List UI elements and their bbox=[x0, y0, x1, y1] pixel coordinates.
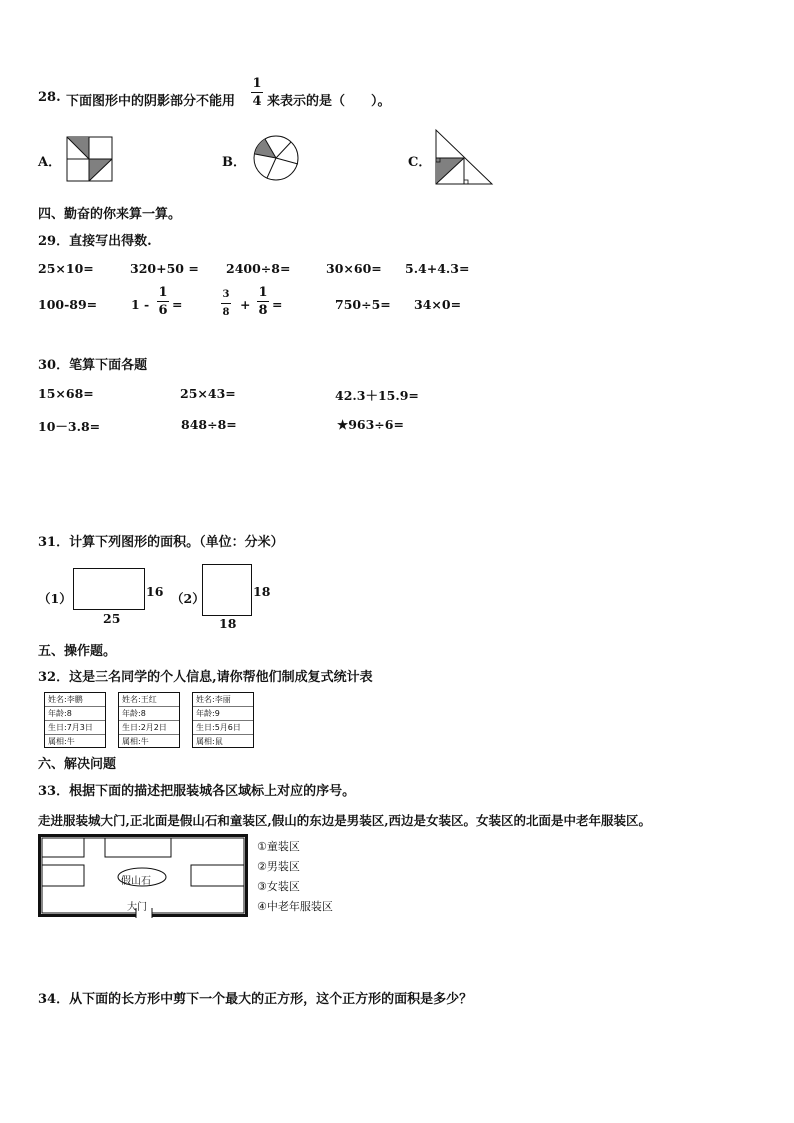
legend-item: ④中老年服装区 bbox=[257, 900, 333, 913]
card-age: 年龄:8 bbox=[45, 707, 105, 721]
section-6-heading: 六、解决问题 bbox=[38, 757, 117, 772]
q29-fraction bbox=[257, 285, 269, 318]
card-name: 姓名:李丽 bbox=[193, 693, 253, 707]
q28-option-c-figure bbox=[434, 128, 494, 186]
q31-title: 31．计算下列图形的面积。（单位：分米） bbox=[38, 535, 284, 550]
q29-item: 100-89= bbox=[38, 297, 98, 312]
q29-fraction bbox=[221, 287, 231, 320]
info-card bbox=[44, 692, 106, 748]
legend-item: ③女装区 bbox=[257, 880, 300, 893]
q29-plus: + bbox=[240, 297, 251, 312]
map-zone-northwest bbox=[42, 838, 84, 857]
q31-fig1-width: 25 bbox=[103, 611, 121, 626]
q30-item: 10－3.8= bbox=[38, 419, 101, 434]
q29-item: 5.4+4.3= bbox=[405, 261, 470, 276]
q28-text-after: 来表示的是（ ）。 bbox=[267, 94, 391, 109]
map-zone-east bbox=[191, 865, 244, 886]
q33-description: 走进服装城大门,正北面是假山石和童装区,假山的东边是男装区,西边是女装区。女装区的北面是中老年服装区。 bbox=[38, 813, 652, 828]
q32-title: 32．这是三名同学的个人信息,请你帮他们制成复式统计表 bbox=[38, 670, 373, 685]
q30-item: 15×68= bbox=[38, 386, 94, 401]
card-birthday: 生日:5月6日 bbox=[193, 721, 253, 735]
q34-title: 34．从下面的长方形中剪下一个最大的正方形，这个正方形的面积是多少？ bbox=[38, 992, 473, 1007]
q29-item: 25×10= bbox=[38, 261, 94, 276]
frac-num: 1 bbox=[258, 285, 268, 300]
q29-item: 2400÷8= bbox=[226, 261, 291, 276]
q29-title: 29．直接写出得数. bbox=[38, 234, 152, 249]
q31-fig2-label: （2） bbox=[171, 591, 205, 606]
q30-item: 42.3＋15.9= bbox=[335, 388, 419, 403]
q28-option-c-label: C． bbox=[408, 155, 432, 170]
map-gate-label: 大门 bbox=[127, 902, 147, 913]
q29-item: 34×0= bbox=[414, 297, 462, 312]
q29-fraction bbox=[157, 285, 169, 318]
q28-fraction bbox=[251, 76, 263, 109]
legend-item: ②男装区 bbox=[257, 860, 300, 873]
q31-fig1-height: 16 bbox=[146, 584, 164, 599]
frac-num: 1 bbox=[158, 285, 168, 300]
info-card bbox=[192, 692, 254, 748]
legend-item: ①童装区 bbox=[257, 840, 300, 853]
card-name: 姓名:李鹏 bbox=[45, 693, 105, 707]
q30-item: ★963÷6= bbox=[337, 417, 404, 432]
q28-frac-den: 4 bbox=[252, 94, 262, 109]
q28-number: 28. bbox=[38, 90, 61, 105]
q28-option-a-label: A． bbox=[38, 155, 62, 170]
card-age: 年龄:9 bbox=[193, 707, 253, 721]
frac-num: 3 bbox=[222, 289, 230, 300]
section-5-heading: 五、操作题。 bbox=[38, 644, 117, 659]
q30-item: 25×43= bbox=[180, 386, 236, 401]
card-birthday: 生日:2月2日 bbox=[119, 721, 179, 735]
q28-text: 下面图形中的阴影部分不能用 bbox=[66, 94, 236, 109]
q28-frac-num: 1 bbox=[252, 76, 262, 91]
q28-option-b-label: B． bbox=[222, 155, 246, 170]
q28-option-b-figure bbox=[251, 134, 301, 182]
q30-title: 30．笔算下面各题 bbox=[38, 358, 148, 373]
q31-fig2-width: 18 bbox=[219, 616, 237, 631]
map-rock-label: 假山石 bbox=[121, 876, 151, 887]
section-4-heading: 四、勤奋的你来算一算。 bbox=[38, 207, 182, 222]
q29-item: 320+50 = bbox=[130, 261, 199, 276]
q29-equals: = bbox=[272, 297, 283, 312]
q30-item: 848÷8= bbox=[181, 417, 237, 432]
info-card bbox=[118, 692, 180, 748]
q29-item: 750÷5= bbox=[335, 297, 391, 312]
q31-fig2-height: 18 bbox=[253, 584, 271, 599]
q29-equals: = bbox=[172, 297, 183, 312]
q31-square bbox=[202, 564, 252, 616]
card-birthday: 生日:7月3日 bbox=[45, 721, 105, 735]
q29-item-prefix: 1 - bbox=[131, 297, 150, 312]
frac-den: 6 bbox=[158, 303, 168, 318]
card-zodiac: 属相:牛 bbox=[122, 737, 149, 746]
map-zone-west bbox=[42, 865, 84, 886]
q28-option-a-figure bbox=[66, 136, 113, 182]
q31-fig1-label: （1） bbox=[38, 591, 72, 606]
frac-den: 8 bbox=[222, 307, 230, 318]
q29-item: 30×60= bbox=[326, 261, 382, 276]
card-zodiac: 属相:鼠 bbox=[196, 737, 223, 746]
q33-title: 33．根据下面的描述把服装城各区域标上对应的序号。 bbox=[38, 784, 356, 799]
card-age: 年龄:8 bbox=[119, 707, 179, 721]
card-name: 姓名:王红 bbox=[119, 693, 179, 707]
frac-den: 8 bbox=[258, 303, 268, 318]
map-zone-north bbox=[105, 838, 171, 857]
q31-rectangle bbox=[73, 568, 145, 610]
card-zodiac: 属相:牛 bbox=[48, 737, 75, 746]
